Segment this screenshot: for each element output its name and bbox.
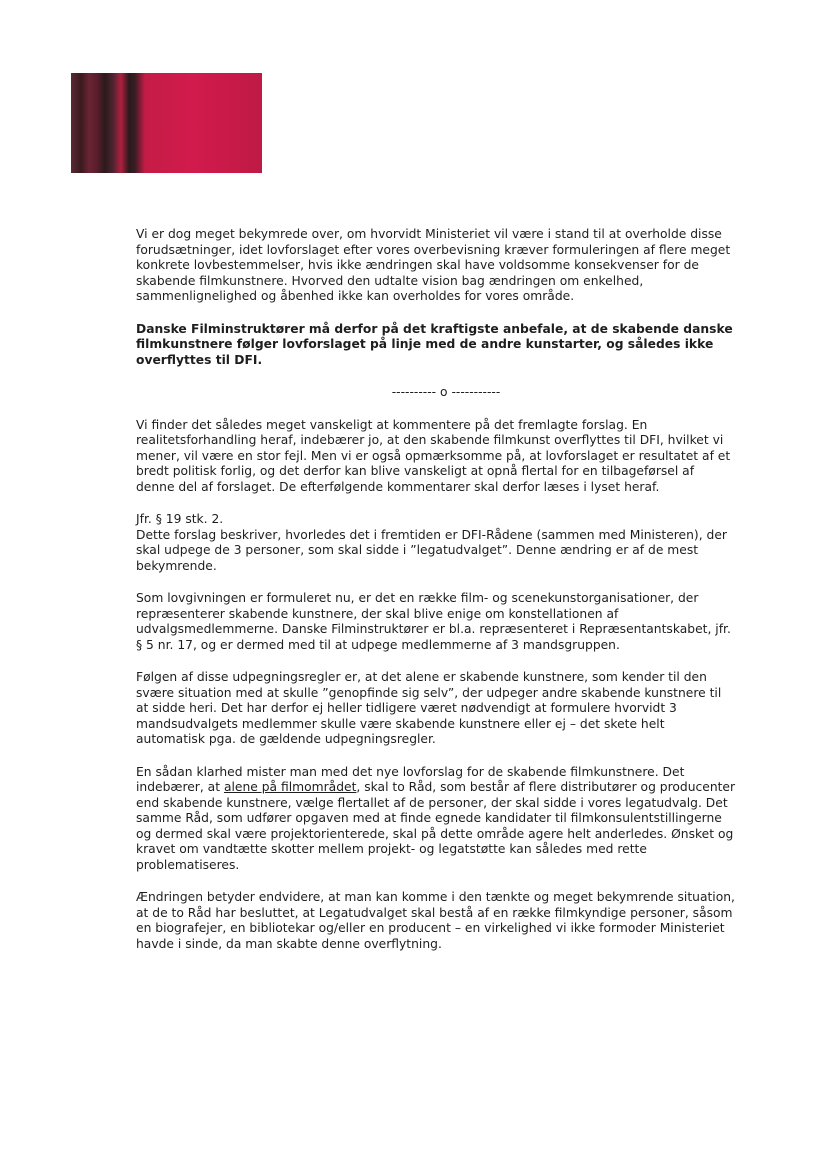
paragraph-change: Ændringen betyder endvidere, at man kan komme i den tænkte og meget bekymrende situation, at de to Råd har besluttet, at Legatudvalget skal bestå af en række filmkyndige personer, såsom en biografejer, en bibliotekar og/eller en producent – en virkelighed vi ikke formoder Ministeriet havde i sinde, da man skabte denne overflytning. xyxy=(136,890,735,951)
paragraph-clarity-part-b: , skal to Råd, som består af flere distributører og producenter end skabende kunstnere, vælge flertallet af de personer, der skal sidde i vores legatudvalg. Det samme Råd, som udfører opgaven med at finde egnede kandidater til filmkonsulentstillingerne og dermed skal være projektorienterede, skal på dette område agere helt anderledes. Ønsket og kravet om vandtætte skotter mellem projekt- og legatstøtte kan således med rette problematiseres. xyxy=(136,780,736,872)
paragraph-consequence: Følgen af disse udpegningsregler er, at det alene er skabende kunstnere, som kender til den svære situation med at skulle ”genopfinde sig selv”, der udpeger andre skabende kunstnere til at sidde heri. Det har derfor ej heller tidligere været nødvendigt at formulere hvorvidt 3 mandsudvalgets medlemmer skulle være skabende kunstnere eller ej – det skete helt automatisk pga. de gældende udpegningsregler. xyxy=(136,670,722,746)
paragraph-proposal: Dette forslag beskriver, hvorledes det i fremtiden er DFI-Rådene (sammen med Ministeren), der skal udpege de 3 personer, som skal sidde i ”legatudvalget”. Denne ændring er af de mest bekymrende. xyxy=(136,527,727,573)
paragraph-clarity xyxy=(136,765,736,874)
underlined-phrase: alene på filmområdet xyxy=(223,780,357,794)
paragraph-recommendation: Danske Filminstruktører må derfor på det kraftigste anbefale, at de skabende danske filmkunstnere følger lovforslaget på linje med de andre kunstarter, og således ikke overflyttes til DFI. xyxy=(136,321,733,367)
paragraph-concern: Vi er dog meget bekymrede over, om hvorvidt Ministeriet vil være i stand til at overholde disse forudsætninger, idet lovforslaget efter vores overbevisning kræver formuleringen af flere meget konkrete lovbestemmelser, hvis ikke ændringen skal have voldsomme konsekvenser for de skabende filmkunstnere. Hvorved den udtalte vision bag ændringen om enkelhed, sammenlignelighed og åbenhed ikke kan overholdes for vores område. xyxy=(136,227,731,303)
logo-image xyxy=(71,73,262,173)
letter-body xyxy=(136,227,736,969)
paragraph-reference: Jfr. § 19 stk. 2. xyxy=(136,512,224,526)
section-separator: ---------- o ----------- xyxy=(391,385,501,399)
paragraph-difficulty: Vi finder det således meget vanskeligt at kommentere på det fremlagte forslag. En realitetsforhandling heraf, indebærer jo, at den skabende filmkunst overflyttes til DFI, hvilket vi mener, vil være en stor fejl. Men vi er også opmærksomme på, at lovforslaget er resultatet af et bredt politisk forlig, og det derfor kan blive vanskeligt at opnå flertal for en tilbageførsel af denne del af forslaget. De efterfølgende kommentarer skal derfor læses i lyset heraf. xyxy=(136,417,731,494)
paragraph-legislation: Som lovgivningen er formuleret nu, er det en række film- og scenekunstorganisationer, der repræsenterer skabende kunstnere, der skal blive enige om konstellationen af udvalgsmedlemmerne. Danske Filminstruktører er bl.a. repræsenteret i Repræsentantskabet, jfr. § 5 nr. 17, og er dermed med til at udpege medlemmerne af 3 mandsgruppen. xyxy=(136,591,731,652)
paragraph-clarity-part-a: En sådan klarhed mister man med det nye lovforslag for de skabende filmkunstnere. Det indebærer, at xyxy=(136,764,685,794)
